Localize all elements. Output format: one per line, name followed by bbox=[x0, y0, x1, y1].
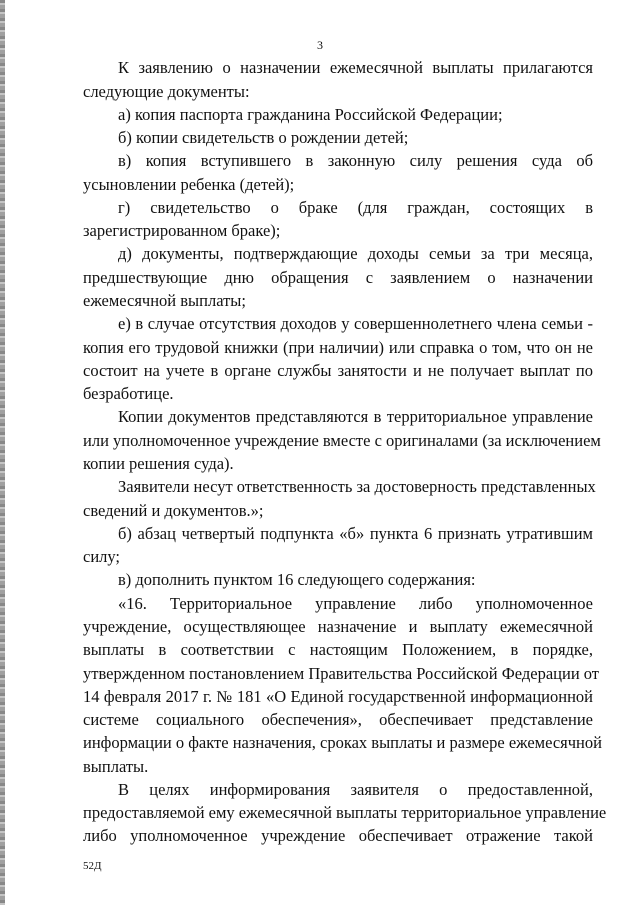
text-line: зарегистрированном браке); bbox=[83, 221, 281, 240]
text-line: в) копия вступившего в законную силу решения суда об bbox=[118, 151, 593, 170]
text-line: Копии документов представляются в территориальное управление bbox=[118, 407, 593, 426]
text-line: 14 февраля 2017 г. № 181 «О Единой государственной информационной bbox=[83, 687, 593, 706]
text-line: «16. Территориальное управление либо уполномоченное bbox=[118, 594, 593, 613]
text-line: следующие документы: bbox=[83, 82, 250, 101]
text-line: в) дополнить пунктом 16 следующего содержания: bbox=[118, 570, 476, 589]
text-line: г) свидетельство о браке (для граждан, состоящих в bbox=[118, 198, 593, 217]
text-line: копии решения суда). bbox=[83, 454, 234, 473]
text-line: выплаты. bbox=[83, 757, 149, 776]
text-line: усыновлении ребенка (детей); bbox=[83, 175, 295, 194]
text-line: или уполномоченное учреждение вместе с оригиналами (за исключением bbox=[83, 431, 601, 450]
text-line: предшествующие дню обращения с заявлением о назначении bbox=[83, 268, 593, 287]
text-line: учреждение, осуществляющее назначение и выплату ежемесячной bbox=[83, 617, 593, 636]
text-line: В целях информирования заявителя о предоставленной, bbox=[118, 780, 593, 799]
text-line: сведений и документов.»; bbox=[83, 501, 264, 520]
text-line: силу; bbox=[83, 547, 121, 566]
text-line: б) абзац четвертый подпункта «б» пункта 6 признать утратившим bbox=[118, 524, 593, 543]
text-line: системе социального обеспечения», обеспечивает представление bbox=[83, 710, 593, 729]
footer-code: 52Д bbox=[83, 860, 102, 872]
text-line: а) копия паспорта гражданина Российской Федерации; bbox=[118, 105, 503, 124]
text-line: безработице. bbox=[83, 384, 174, 403]
text-line: выплаты в соответствии с настоящим Положением, в порядке, bbox=[83, 640, 593, 659]
text-line: б) копии свидетельств о рождении детей; bbox=[118, 128, 409, 147]
text-line: либо уполномоченное учреждение обеспечивает отражение такой bbox=[83, 826, 593, 845]
text-line: е) в случае отсутствия доходов у совершеннолетнего члена семьи - bbox=[118, 314, 593, 333]
text-line: копия его трудовой книжки (при наличии) или справка о том, что он не bbox=[83, 338, 593, 357]
page-number: 3 bbox=[317, 38, 323, 52]
text-line: д) документы, подтверждающие доходы семьи за три месяца, bbox=[118, 244, 593, 263]
scan-binding-edge bbox=[0, 0, 5, 905]
text-line: утвержденном постановлением Правительства Российской Федерации от bbox=[83, 664, 600, 683]
text-line: состоит на учете в органе службы занятости и не получает выплат по bbox=[83, 361, 593, 380]
text-line: ежемесячной выплаты; bbox=[83, 291, 246, 310]
text-line: информации о факте назначения, сроках выплаты и размере ежемесячной bbox=[83, 733, 602, 752]
text-line: К заявлению о назначении ежемесячной выплаты прилагаются bbox=[118, 58, 593, 77]
text-line: Заявители несут ответственность за достоверность представленных bbox=[118, 477, 596, 496]
text-line: предоставляемой ему ежемесячной выплаты территориальное управление bbox=[83, 803, 607, 822]
